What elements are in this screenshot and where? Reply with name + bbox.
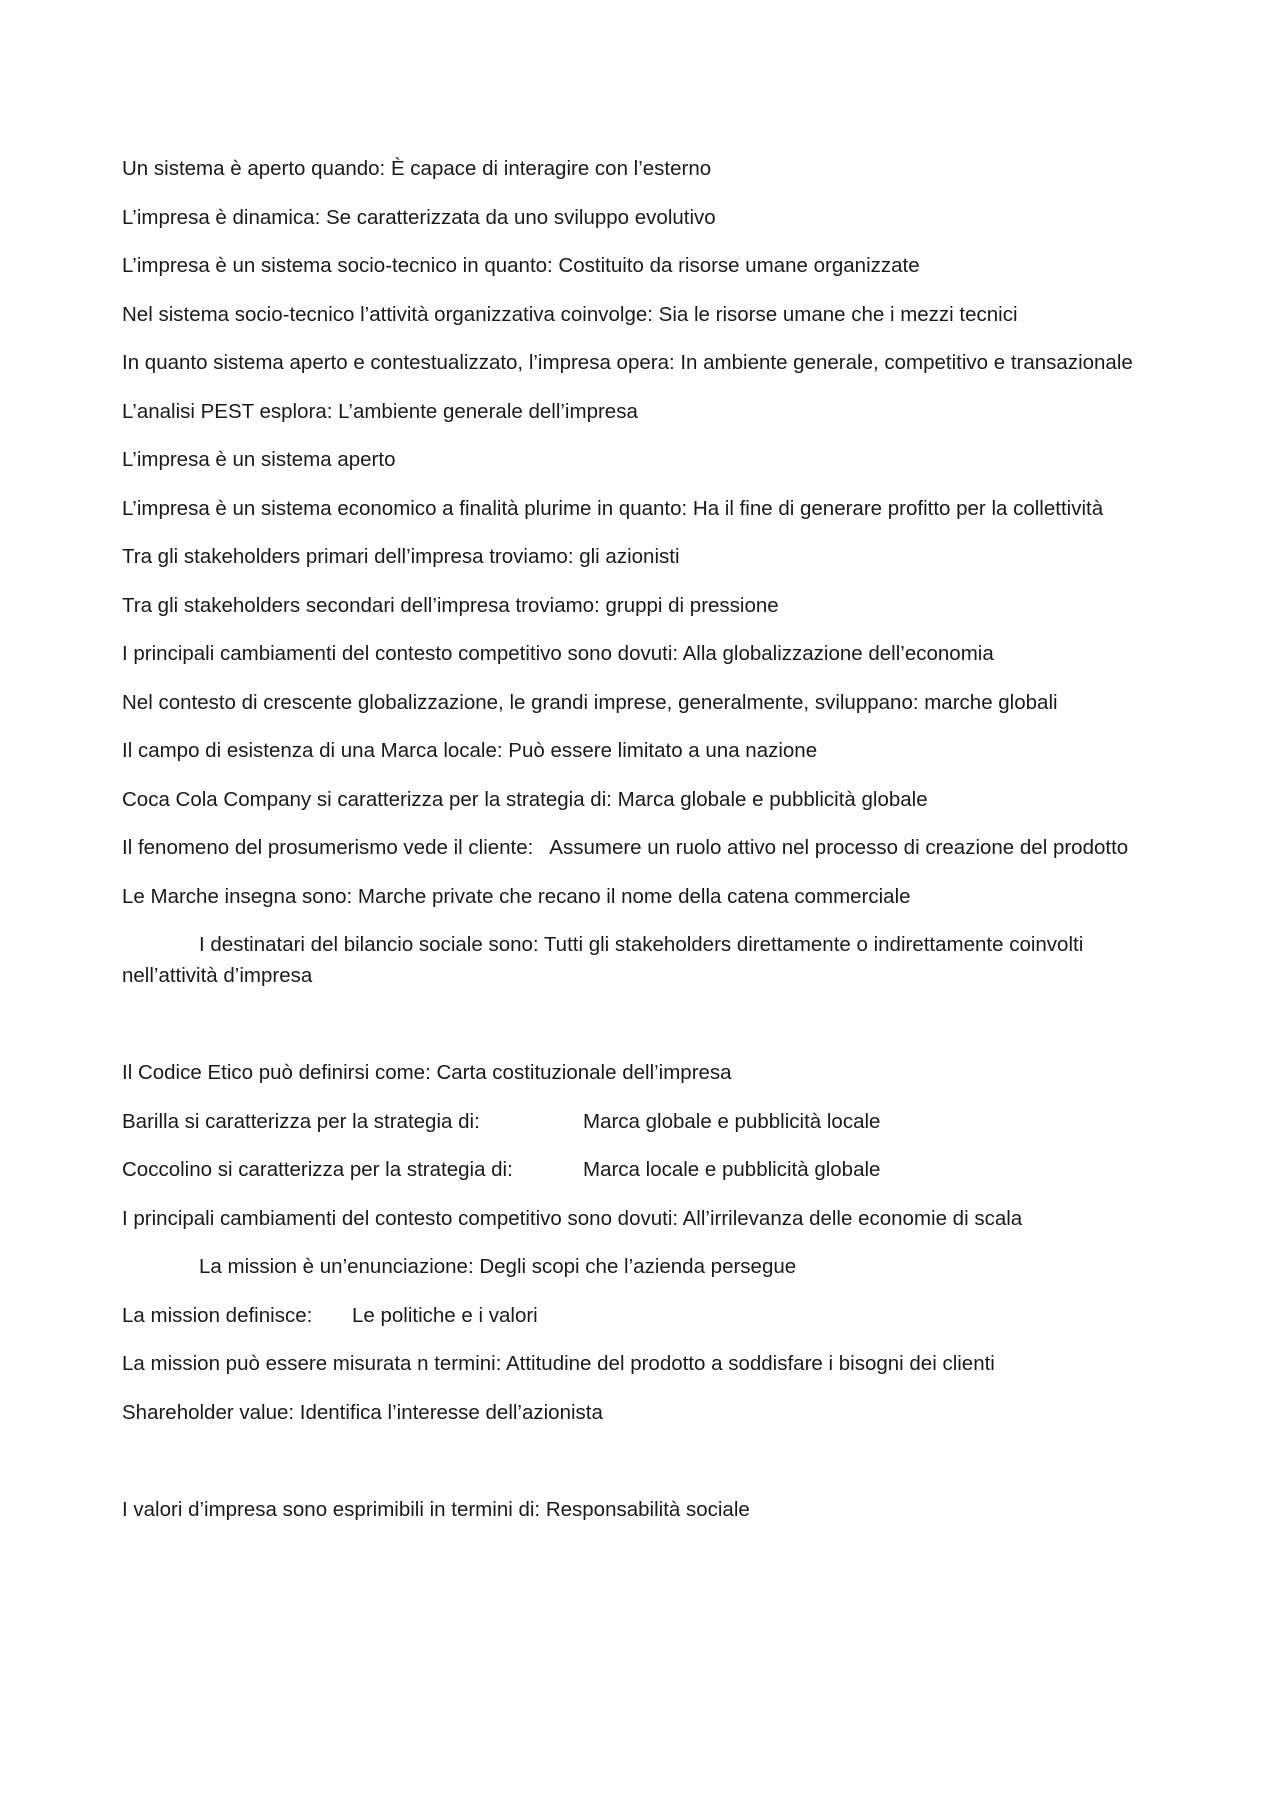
paragraph: La mission può essere misurata n termini: Attitudine del prodotto a soddisfare i bisogni dei clienti bbox=[122, 1352, 995, 1375]
paragraph: Tra gli stakeholders primari dell’impresa troviamo: gli azionisti bbox=[122, 545, 680, 568]
coccolino-answer: Marca locale e pubblicità globale bbox=[583, 1158, 881, 1181]
paragraph-barilla bbox=[122, 1106, 1162, 1137]
paragraph: In quanto sistema aperto e contestualizzato, l’impresa opera: In ambiente generale, competitivo e transazionale bbox=[122, 351, 1133, 374]
paragraph: I valori d’impresa sono esprimibili in termini di: Responsabilità sociale bbox=[122, 1497, 750, 1521]
paragraph: L’impresa è dinamica: Se caratterizzata da uno sviluppo evolutivo bbox=[122, 205, 716, 229]
paragraph: Coca Cola Company si caratterizza per la strategia di: Marca globale e pubblicità globale bbox=[122, 787, 928, 811]
document-body bbox=[122, 153, 1162, 1542]
paragraph: L’impresa è un sistema economico a finalità plurime in quanto: Ha il fine di generare profitto per la collettività bbox=[122, 496, 1104, 520]
paragraph: Le Marche insegna sono: Marche private che recano il nome della catena commerciale bbox=[122, 884, 911, 908]
blank-line bbox=[122, 1009, 1162, 1040]
paragraph-indented: I destinatari del bilancio sociale sono: Tutti gli stakeholders direttamente o indirettamente coinvolti nell’attività d’impresa bbox=[122, 933, 1084, 987]
paragraph: Nel sistema socio-tecnico l’attività organizzativa coinvolge: Sia le risorse umane che i mezzi tecnici bbox=[122, 302, 1018, 326]
paragraph: I principali cambiamenti del contesto competitivo sono dovuti: Alla globalizzazione dell’economia bbox=[122, 642, 994, 665]
paragraph: L’analisi PEST esplora: L’ambiente generale dell’impresa bbox=[122, 399, 638, 423]
paragraph: Tra gli stakeholders secondari dell’impresa troviamo: gruppi di pressione bbox=[122, 593, 779, 617]
coccolino-question: Coccolino si caratterizza per la strategia di: bbox=[122, 1158, 513, 1181]
paragraph-coccolino bbox=[122, 1154, 1162, 1185]
paragraph: Il campo di esistenza di una Marca locale: Può essere limitato a una nazione bbox=[122, 739, 818, 762]
paragraph: Un sistema è aperto quando: È capace di interagire con l’esterno bbox=[122, 157, 712, 180]
paragraph-indented: La mission è un’enunciazione: Degli scopi che l’azienda persegue bbox=[199, 1255, 797, 1278]
barilla-question: Barilla si caratterizza per la strategia di: bbox=[122, 1109, 480, 1133]
paragraph: Il fenomeno del prosumerismo vede il cliente: Assumere un ruolo attivo nel processo di creazione del prodotto bbox=[122, 836, 1129, 859]
mission-defines-question: La mission definisce: bbox=[122, 1303, 313, 1327]
mission-defines-answer: Le politiche e i valori bbox=[352, 1303, 538, 1327]
paragraph: Il Codice Etico può definirsi come: Carta costituzionale dell’impresa bbox=[122, 1061, 732, 1084]
paragraph: Shareholder value: Identifica l’interesse dell’azionista bbox=[122, 1400, 603, 1424]
blank-line bbox=[122, 1445, 1162, 1476]
paragraph-mission-defines bbox=[122, 1300, 1162, 1331]
paragraph: L’impresa è un sistema aperto bbox=[122, 448, 396, 471]
paragraph: I principali cambiamenti del contesto competitivo sono dovuti: All’irrilevanza delle economie di scala bbox=[122, 1206, 1023, 1230]
paragraph: Nel contesto di crescente globalizzazione, le grandi imprese, generalmente, sviluppano: marche globali bbox=[122, 690, 1058, 714]
paragraph: L’impresa è un sistema socio-tecnico in quanto: Costituito da risorse umane organizzate bbox=[122, 254, 920, 277]
barilla-answer: Marca globale e pubblicità locale bbox=[583, 1109, 881, 1133]
